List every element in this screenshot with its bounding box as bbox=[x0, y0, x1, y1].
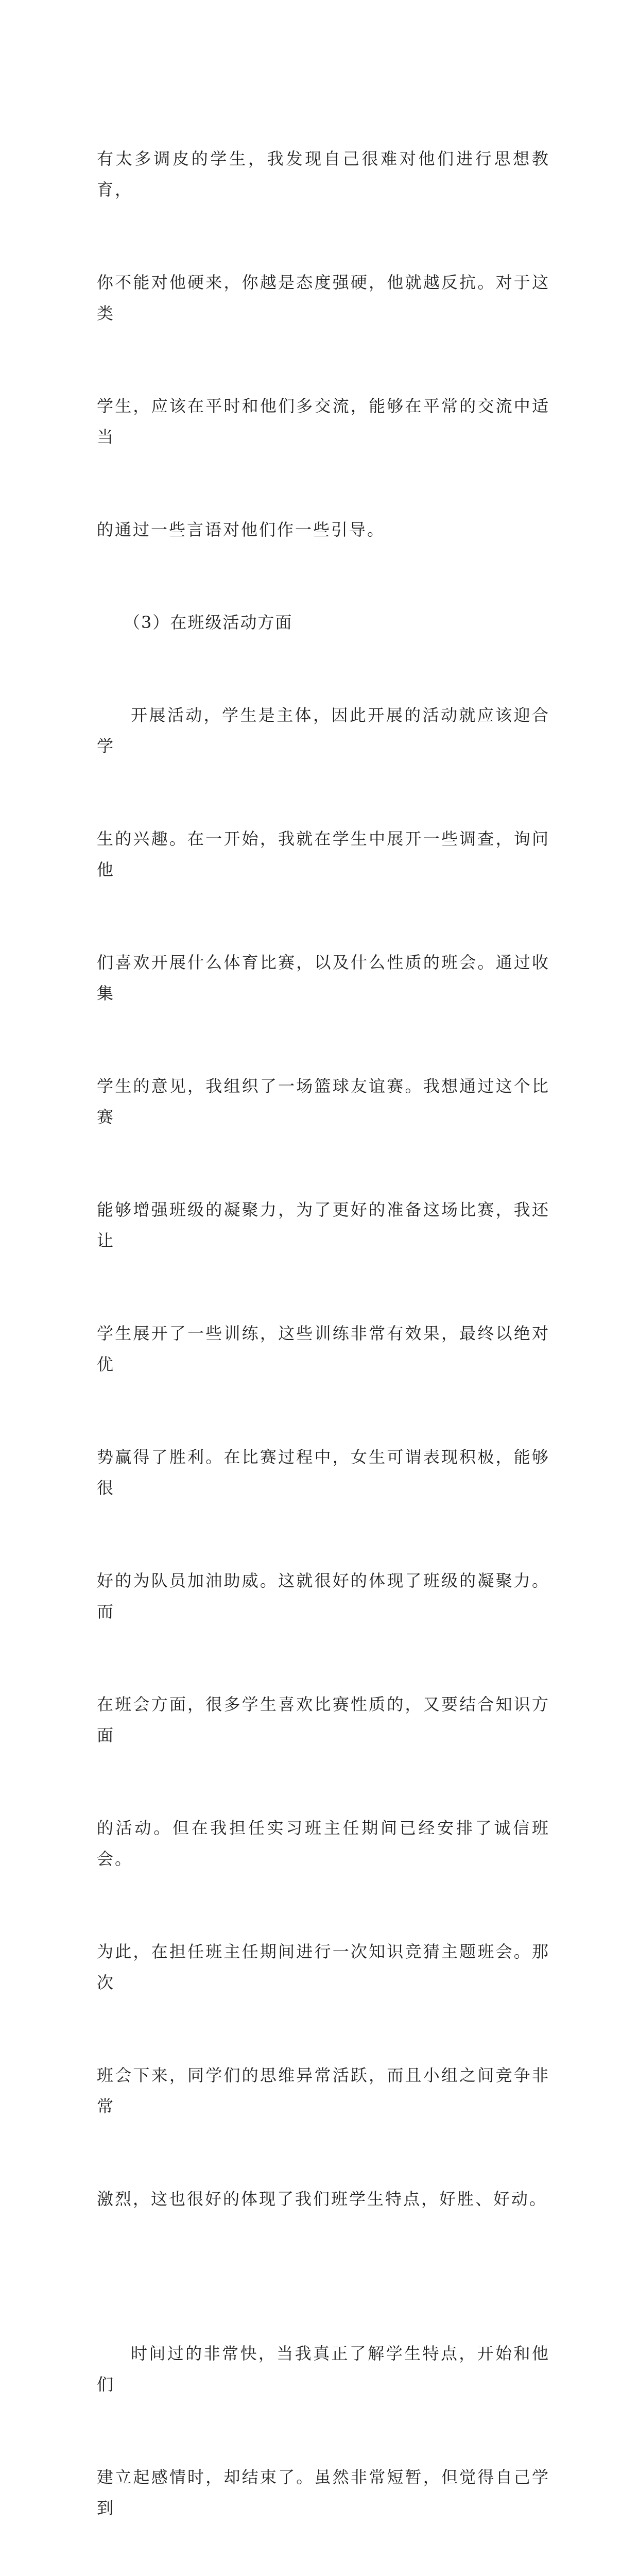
text-line: 好的为队员加油助威。这就很好的体现了班级的凝聚力。而 bbox=[97, 1571, 550, 1621]
text-line: 在班会方面，很多学生喜欢比赛性质的，又要结合知识方面 bbox=[97, 1694, 550, 1745]
text-line: 们喜欢开展什么体育比赛，以及什么性质的班会。通过收集 bbox=[97, 953, 550, 1003]
text-line: 为此，在担任班主任期间进行一次知识竞猜主题班会。那次 bbox=[97, 1942, 550, 1992]
paragraph-continuation bbox=[97, 81, 550, 607]
text-line: 时间过的非常快，当我真正了解学生特点，开始和他们 bbox=[97, 2344, 550, 2394]
body-text bbox=[97, 81, 550, 2576]
text-line: 的通过一些言语对他们作一些引导。 bbox=[97, 520, 386, 539]
paragraph-class-activities bbox=[97, 638, 550, 2276]
text-line: 势赢得了胜利。在比赛过程中，女生可谓表现积极，能够很 bbox=[97, 1447, 550, 1498]
text-line: 的活动。但在我担任实习班主任期间已经安排了诚信班会。 bbox=[97, 1818, 550, 1869]
text-line: 学生，应该在平时和他们多交流，能够在平常的交流中适当 bbox=[97, 396, 550, 447]
text-line: 班会下来，同学们的思维异常活跃，而且小组之间竞争非常 bbox=[97, 2065, 550, 2116]
section-heading bbox=[97, 607, 550, 638]
heading-text: （3）在班级活动方面 bbox=[124, 613, 293, 632]
text-line: 学生的意见，我组织了一场篮球友谊赛。我想通过这个比赛 bbox=[97, 1076, 550, 1127]
text-line: 开展活动，学生是主体，因此开展的活动就应该迎合学 bbox=[97, 705, 550, 756]
text-line: 能够增强班级的凝聚力，为了更好的准备这场比赛，我还让 bbox=[97, 1200, 550, 1250]
paragraph-conclusion bbox=[97, 2276, 550, 2576]
text-line: 生的兴趣。在一开始，我就在学生中展开一些调查，询问他 bbox=[97, 829, 550, 879]
text-line: 你不能对他硬来，你越是态度强硬，他就越反抗。对于这类 bbox=[97, 273, 550, 323]
text-line: 学生展开了一些训练，这些训练非常有效果，最终以绝对优 bbox=[97, 1324, 550, 1374]
text-line: 建立起感情时，却结束了。虽然非常短暂，但觉得自己学到 bbox=[97, 2467, 550, 2518]
text-line: 有太多调皮的学生，我发现自己很难对他们进行思想教育， bbox=[97, 149, 550, 199]
text-line: 激烈，这也很好的体现了我们班学生特点，好胜、好动。 bbox=[97, 2189, 548, 2209]
